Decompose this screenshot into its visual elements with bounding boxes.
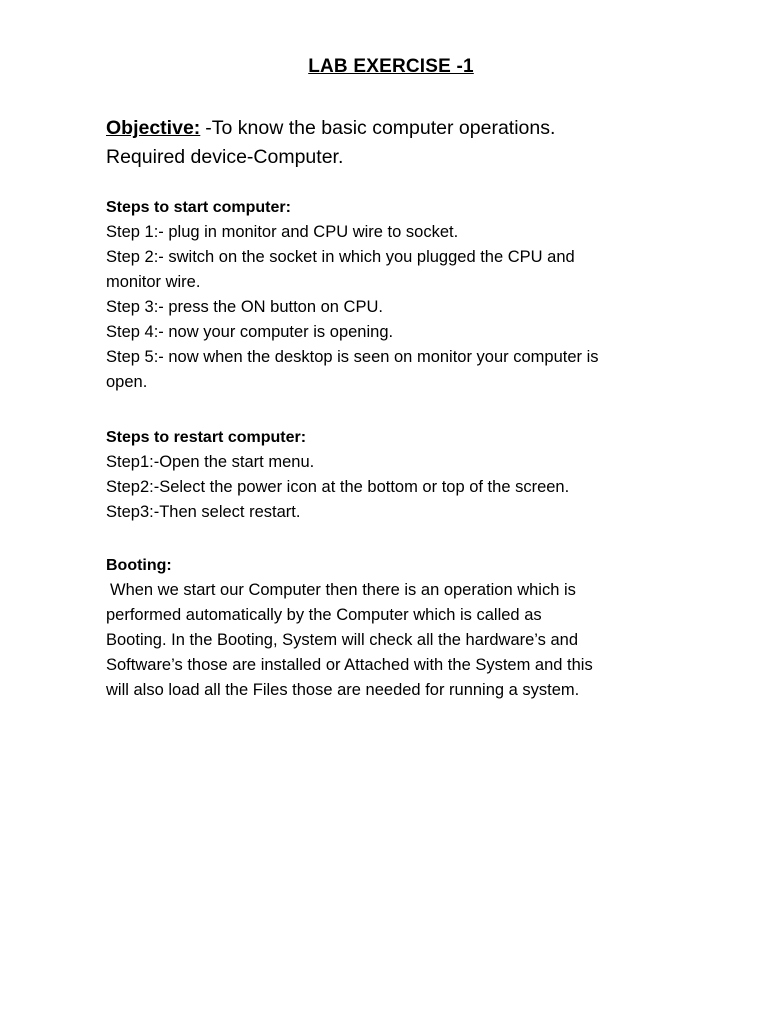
start-step-line: Step 1:- plug in monitor and CPU wire to socket. bbox=[106, 223, 459, 241]
objective-text: -To know the basic computer operations. bbox=[205, 117, 556, 139]
objective-label: Objective: bbox=[106, 117, 201, 139]
required-device-line: Required device-Computer. bbox=[106, 146, 344, 168]
booting-paragraph-line: Software’s those are installed or Attached with the System and this bbox=[106, 656, 593, 674]
objective-line bbox=[106, 113, 555, 143]
start-steps-heading: Steps to start computer: bbox=[106, 199, 291, 216]
booting-paragraph-line: Booting. In the Booting, System will check all the hardware’s and bbox=[106, 631, 579, 649]
start-step-line: Step 4:- now your computer is opening. bbox=[106, 323, 394, 341]
booting-paragraph-line: When we start our Computer then there is an operation which is bbox=[110, 581, 576, 599]
booting-paragraph-line: performed automatically by the Computer which is called as bbox=[106, 606, 542, 624]
booting-paragraph-line: will also load all the Files those are needed for running a system. bbox=[106, 681, 580, 699]
restart-steps-heading: Steps to restart computer: bbox=[106, 429, 307, 446]
restart-step-line: Step3:-Then select restart. bbox=[106, 503, 301, 521]
restart-step-line: Step1:-Open the start menu. bbox=[106, 453, 315, 471]
start-steps-section bbox=[106, 195, 696, 395]
restart-step-line: Step2:-Select the power icon at the bottom or top of the screen. bbox=[106, 478, 570, 496]
start-step-line: open. bbox=[106, 373, 148, 391]
start-step-line: Step 2:- switch on the socket in which you plugged the CPU and bbox=[106, 248, 575, 266]
booting-heading: Booting: bbox=[106, 557, 172, 574]
page-title: LAB EXERCISE -1 bbox=[308, 56, 474, 77]
booting-section bbox=[106, 553, 696, 703]
start-step-line: monitor wire. bbox=[106, 273, 201, 291]
restart-steps-section bbox=[106, 425, 696, 525]
start-step-line: Step 3:- press the ON button on CPU. bbox=[106, 298, 383, 316]
start-step-line: Step 5:- now when the desktop is seen on monitor your computer is bbox=[106, 348, 599, 366]
